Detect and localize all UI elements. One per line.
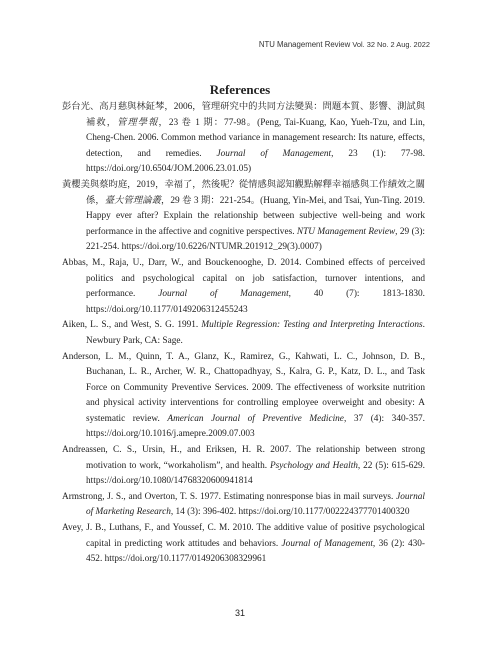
reference-text: Anderson, L. M., Quinn, T. A., Glanz, K., Ramirez, G., Kahwati, L. C., Johnson, D. B., Buchanan, L. R., Archer, W. R., Chattopadhyay, S., Kalra, G. P., Katz, D. L., and Task Force on Community Preventive Services. 2009. The effectiveness of worksite nutrition and physical activity interventions for controlling employee overweight and obesity: A systematic review. [62, 351, 425, 424]
reference-source-title: Multiple Regression: Testing and Interpreting Interactions [201, 320, 423, 331]
reference-text: Abbas, M., Raja, U., Darr, W., and Bouckenooghe, D. 2014. Combined effects of perceived politics and psychological capital on job satisfaction, turnover intentions, and performance. [62, 257, 425, 300]
reference-text: 彭台光、高月慈與林鉦棽，2006，管理研究中的共同方法變異：問題本質、影響、測試與補救， [62, 102, 425, 128]
reference-text: ，29 卷 3 期：221-254。(Huang, Yin-Mei, and Tsai, Yun-Ting. 2019. Happy ever after? Explain the relationship between subjective well-being and work performance in the affective and cognitive perspectives. [86, 195, 425, 237]
reference-entry [62, 318, 425, 349]
reference-entry [62, 521, 425, 568]
reference-text: , 23 (1): 77-98. https://doi.org/10.6504/JOM.2006.23.01.05) [86, 148, 425, 175]
reference-text: ，23 卷 1 期：77-98。(Peng, Tai-Kuang, Kao, Yueh-Tzu, and Lin, Cheng-Chen. 2006. Common method variance in management research: Its nature, effects, detection, and remedies. [86, 117, 425, 159]
running-header [259, 40, 430, 49]
reference-text: , 37 (4): 340-357. https://doi.org/10.1016/j.amepre.2009.07.003 [86, 413, 425, 440]
reference-entry [62, 256, 425, 318]
reference-source-title: Journal of Management [216, 148, 332, 159]
reference-entry [62, 178, 425, 256]
reference-source-title: NTU Management Review [296, 226, 396, 237]
reference-text: , 40 (7): 1813-1830. https://doi.org/10.1177/0149206312455243 [86, 289, 425, 315]
reference-text: Aiken, L. S., and West, S. G. 1991. [62, 320, 202, 331]
reference-source-title: Journal of Marketing Research [86, 491, 425, 518]
reference-text: Avey, J. B., Luthans, F., and Youssef, C. M. 2010. The additive value of positive psychological capital in predicting work attitudes and behaviors. [62, 523, 425, 549]
reference-text: , 29 (3): 221-254. https://doi.org/10.6226/NTUMR.201912_29(3).0007) [86, 226, 425, 253]
reference-text: , 22 (5): 615-629. https://doi.org/10.1080/14768320600941814 [86, 460, 426, 487]
reference-source-title: American Journal of Preventive Medicine [167, 413, 344, 424]
reference-text: 黃櫻美與蔡昀庭，2019，幸福了，然後呢？從情感與認知觀點解釋幸福感與工作績效之關係， [62, 179, 425, 206]
issue-info: Vol. 32 No. 2 Aug. 2022 [352, 40, 430, 49]
reference-list [62, 100, 425, 568]
page-number: 31 [234, 608, 245, 618]
journal-name: NTU Management Review [258, 40, 351, 49]
reference-text: Andreassen, C. S., Ursin, H., and Eriksen, H. R. 2007. The relationship between strong motivation to work, “workaholism”, and health. [62, 445, 425, 471]
reference-text: , 36 (2): 430-452. https://doi.org/10.1177/0149206308329961 [86, 538, 425, 565]
reference-source-title: Journal of Management [281, 538, 373, 549]
reference-text: . Newbury Park, CA: Sage. [86, 320, 425, 346]
reference-text: , 14 (3): 396-402. https://doi.org/10.1177/002224377701400320 [170, 507, 410, 518]
reference-text: Armstrong, J. S., and Overton, T. S. 1977. Estimating nonresponse bias in mail surveys. [62, 491, 397, 502]
section-title: References [209, 82, 271, 97]
reference-entry [62, 100, 425, 178]
reference-source-title: Journal of Management [158, 289, 289, 300]
reference-entry [62, 490, 425, 521]
reference-source-title: 臺大管理論叢 [104, 195, 162, 206]
reference-source-title: Psychology and Health [270, 460, 358, 471]
reference-source-title: 管理學報 [117, 117, 159, 128]
reference-entry [62, 350, 425, 444]
reference-entry [62, 443, 425, 490]
